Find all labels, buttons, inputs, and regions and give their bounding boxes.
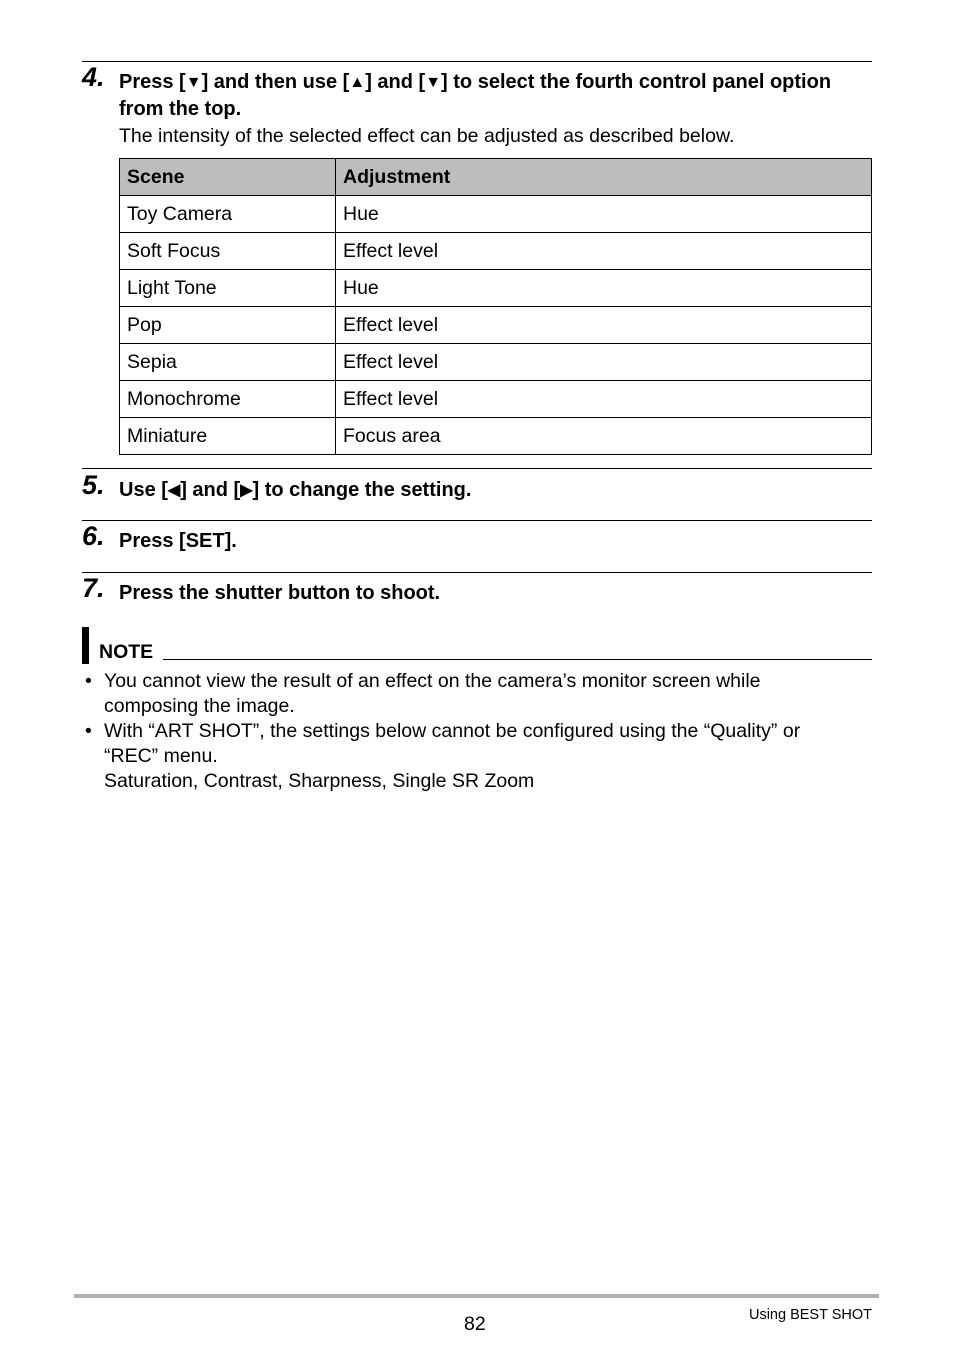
step-5-number: 5. bbox=[82, 470, 105, 500]
down-arrow-icon: ▼ bbox=[185, 74, 202, 91]
adjustment-cell: Hue bbox=[336, 196, 872, 233]
adjustment-cell: Focus area bbox=[336, 418, 872, 455]
footer-rule bbox=[74, 1294, 879, 1298]
header-adjustment: Adjustment bbox=[336, 159, 872, 196]
up-arrow-icon: ▲ bbox=[349, 74, 366, 91]
scene-cell: Pop bbox=[120, 307, 336, 344]
down-arrow-icon: ▼ bbox=[425, 74, 442, 91]
note-divider bbox=[163, 659, 872, 660]
note-item-line: composing the image. bbox=[104, 695, 295, 717]
note-item-line: Saturation, Contrast, Sharpness, Single SR Zoom bbox=[104, 770, 535, 792]
step-6-number: 6. bbox=[82, 521, 105, 551]
left-arrow-icon: ◀ bbox=[167, 482, 181, 499]
right-arrow-icon: ▶ bbox=[240, 482, 253, 499]
note-item-line: “REC” menu. bbox=[104, 745, 218, 767]
table-row bbox=[120, 418, 872, 455]
scene-cell: Monochrome bbox=[120, 381, 336, 418]
table-row bbox=[120, 233, 872, 270]
scene-adjustment-table bbox=[119, 158, 872, 455]
step-7-number: 7. bbox=[82, 573, 105, 603]
bullet-icon: • bbox=[85, 720, 92, 742]
step-6-rule bbox=[82, 520, 872, 521]
step-4-number: 4. bbox=[82, 62, 105, 92]
step-4-instruction: Press [▼] and then use [▲] and [▼] to select the fourth control panel option from the top. bbox=[119, 71, 832, 120]
header-scene: Scene bbox=[120, 159, 336, 196]
scene-cell: Toy Camera bbox=[120, 196, 336, 233]
table-row bbox=[120, 344, 872, 381]
table-row bbox=[120, 270, 872, 307]
note-bar bbox=[82, 627, 89, 664]
table-row bbox=[120, 381, 872, 418]
step-7-rule bbox=[82, 572, 872, 573]
section-name: Using BEST SHOT bbox=[748, 1307, 872, 1323]
adjustment-cell: Effect level bbox=[336, 233, 872, 270]
scene-cell: Sepia bbox=[120, 344, 336, 381]
step-5-instruction: Use [◀] and [▶] to change the setting. bbox=[119, 477, 871, 504]
adjustment-cell: Effect level bbox=[336, 381, 872, 418]
step-6-instruction: Press [SET]. bbox=[119, 530, 237, 552]
scene-cell: Soft Focus bbox=[120, 233, 336, 270]
table-row bbox=[120, 307, 872, 344]
note-item-line: With “ART SHOT”, the settings below cannot be configured using the “Quality” or bbox=[104, 720, 801, 742]
step-7-instruction: Press the shutter button to shoot. bbox=[119, 582, 441, 604]
note-label: NOTE bbox=[99, 641, 154, 663]
adjustment-cell: Hue bbox=[336, 270, 872, 307]
note-item-line: You cannot view the result of an effect on the camera’s monitor screen while bbox=[104, 670, 761, 692]
table-row bbox=[120, 196, 872, 233]
table-header-row bbox=[120, 159, 872, 196]
step-4-description: The intensity of the selected effect can be adjusted as described below. bbox=[119, 125, 735, 147]
adjustment-cell: Effect level bbox=[336, 344, 872, 381]
bullet-icon: • bbox=[85, 670, 92, 692]
page-number: 82 bbox=[464, 1313, 486, 1335]
scene-cell: Miniature bbox=[120, 418, 336, 455]
scene-cell: Light Tone bbox=[120, 270, 336, 307]
step-4-rule bbox=[82, 61, 872, 62]
adjustment-cell: Effect level bbox=[336, 307, 872, 344]
step-5-rule bbox=[82, 468, 872, 469]
